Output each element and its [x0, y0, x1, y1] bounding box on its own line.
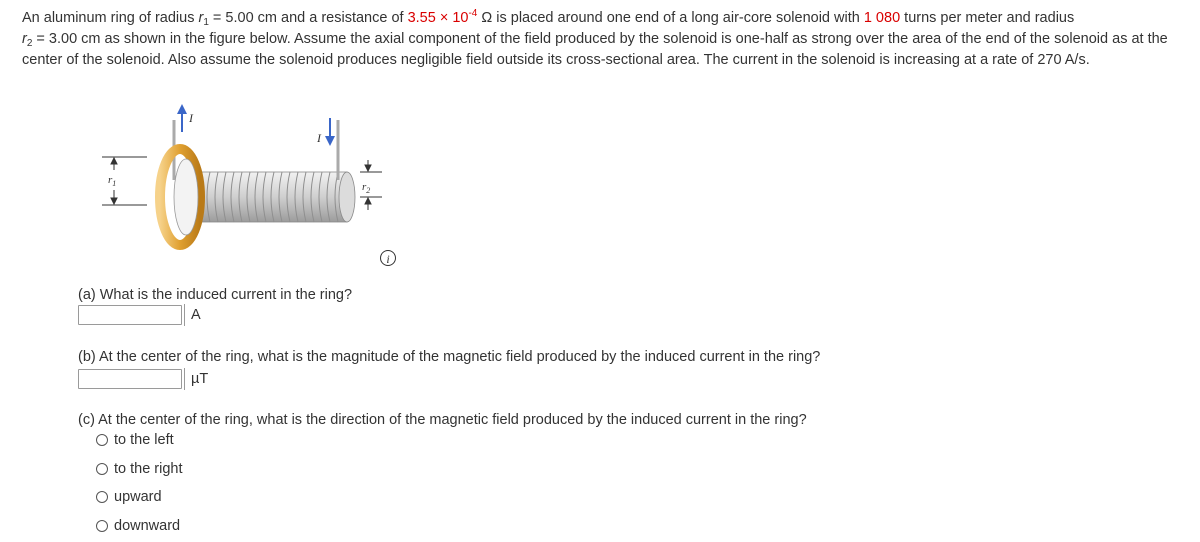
question-a-text: (a) What is the induced current in the ring?	[78, 287, 353, 303]
solenoid-ring-figure	[92, 100, 382, 260]
answer-a-row	[78, 304, 201, 326]
question-c-text: (c) At the center of the ring, what is the direction of the magnetic field produced by the induced current in the ring?	[78, 412, 807, 428]
answer-a-unit: A	[184, 304, 201, 326]
radio-button[interactable]	[96, 463, 108, 475]
question-b-text: (b) At the center of the ring, what is the magnitude of the magnetic field produced by the induced current in the ring?	[78, 349, 821, 365]
r1-label: $r_1$	[108, 174, 117, 188]
current-label-right: I	[317, 131, 321, 145]
current-label-left: I	[189, 111, 193, 125]
current-up-arrow	[177, 104, 187, 132]
radio-button[interactable]	[96, 491, 108, 503]
radio-button[interactable]	[96, 520, 108, 532]
option-upward[interactable]	[96, 487, 162, 507]
option-label: downward	[114, 518, 181, 534]
info-icon[interactable]: i	[380, 250, 396, 266]
answer-b-input[interactable]	[78, 369, 182, 389]
r2-label: $r_2$	[362, 181, 371, 195]
answer-a-input[interactable]	[78, 305, 182, 325]
answer-b-row	[78, 368, 208, 390]
problem-statement: An aluminum ring of radius $r_1 = 5.00$ cm and a resistance of $3.55 \times 10^{-4}$ Ω is placed around one end of a long air-core solenoid with 1 080 turns per meter and radius $r_2 = 3.00$ cm as shown in the figure below. Assume the axial component of the field produced by the solenoid is one-half as strong over the area of the end of the solenoid as at the center of the solenoid. Also assume the solenoid produces negligible field outside its cross-sectional area. The current in the solenoid is increasing at a rate of 270 A/s.	[22, 8, 1168, 68]
option-label: upward	[114, 489, 162, 505]
option-to-the-left[interactable]	[96, 430, 174, 450]
option-downward[interactable]	[96, 516, 180, 536]
ring-opening	[174, 159, 198, 235]
solenoid-end	[339, 172, 355, 222]
resistance-value: $3.55 \times 10^{-4}$	[407, 8, 478, 26]
option-label: to the left	[114, 432, 174, 448]
radio-button[interactable]	[96, 434, 108, 446]
option-label: to the right	[114, 461, 183, 477]
answer-b-unit: µT	[184, 368, 208, 390]
current-down-arrow	[325, 118, 335, 146]
option-to-the-right[interactable]	[96, 459, 183, 479]
turns-value: 1 080	[863, 10, 901, 26]
